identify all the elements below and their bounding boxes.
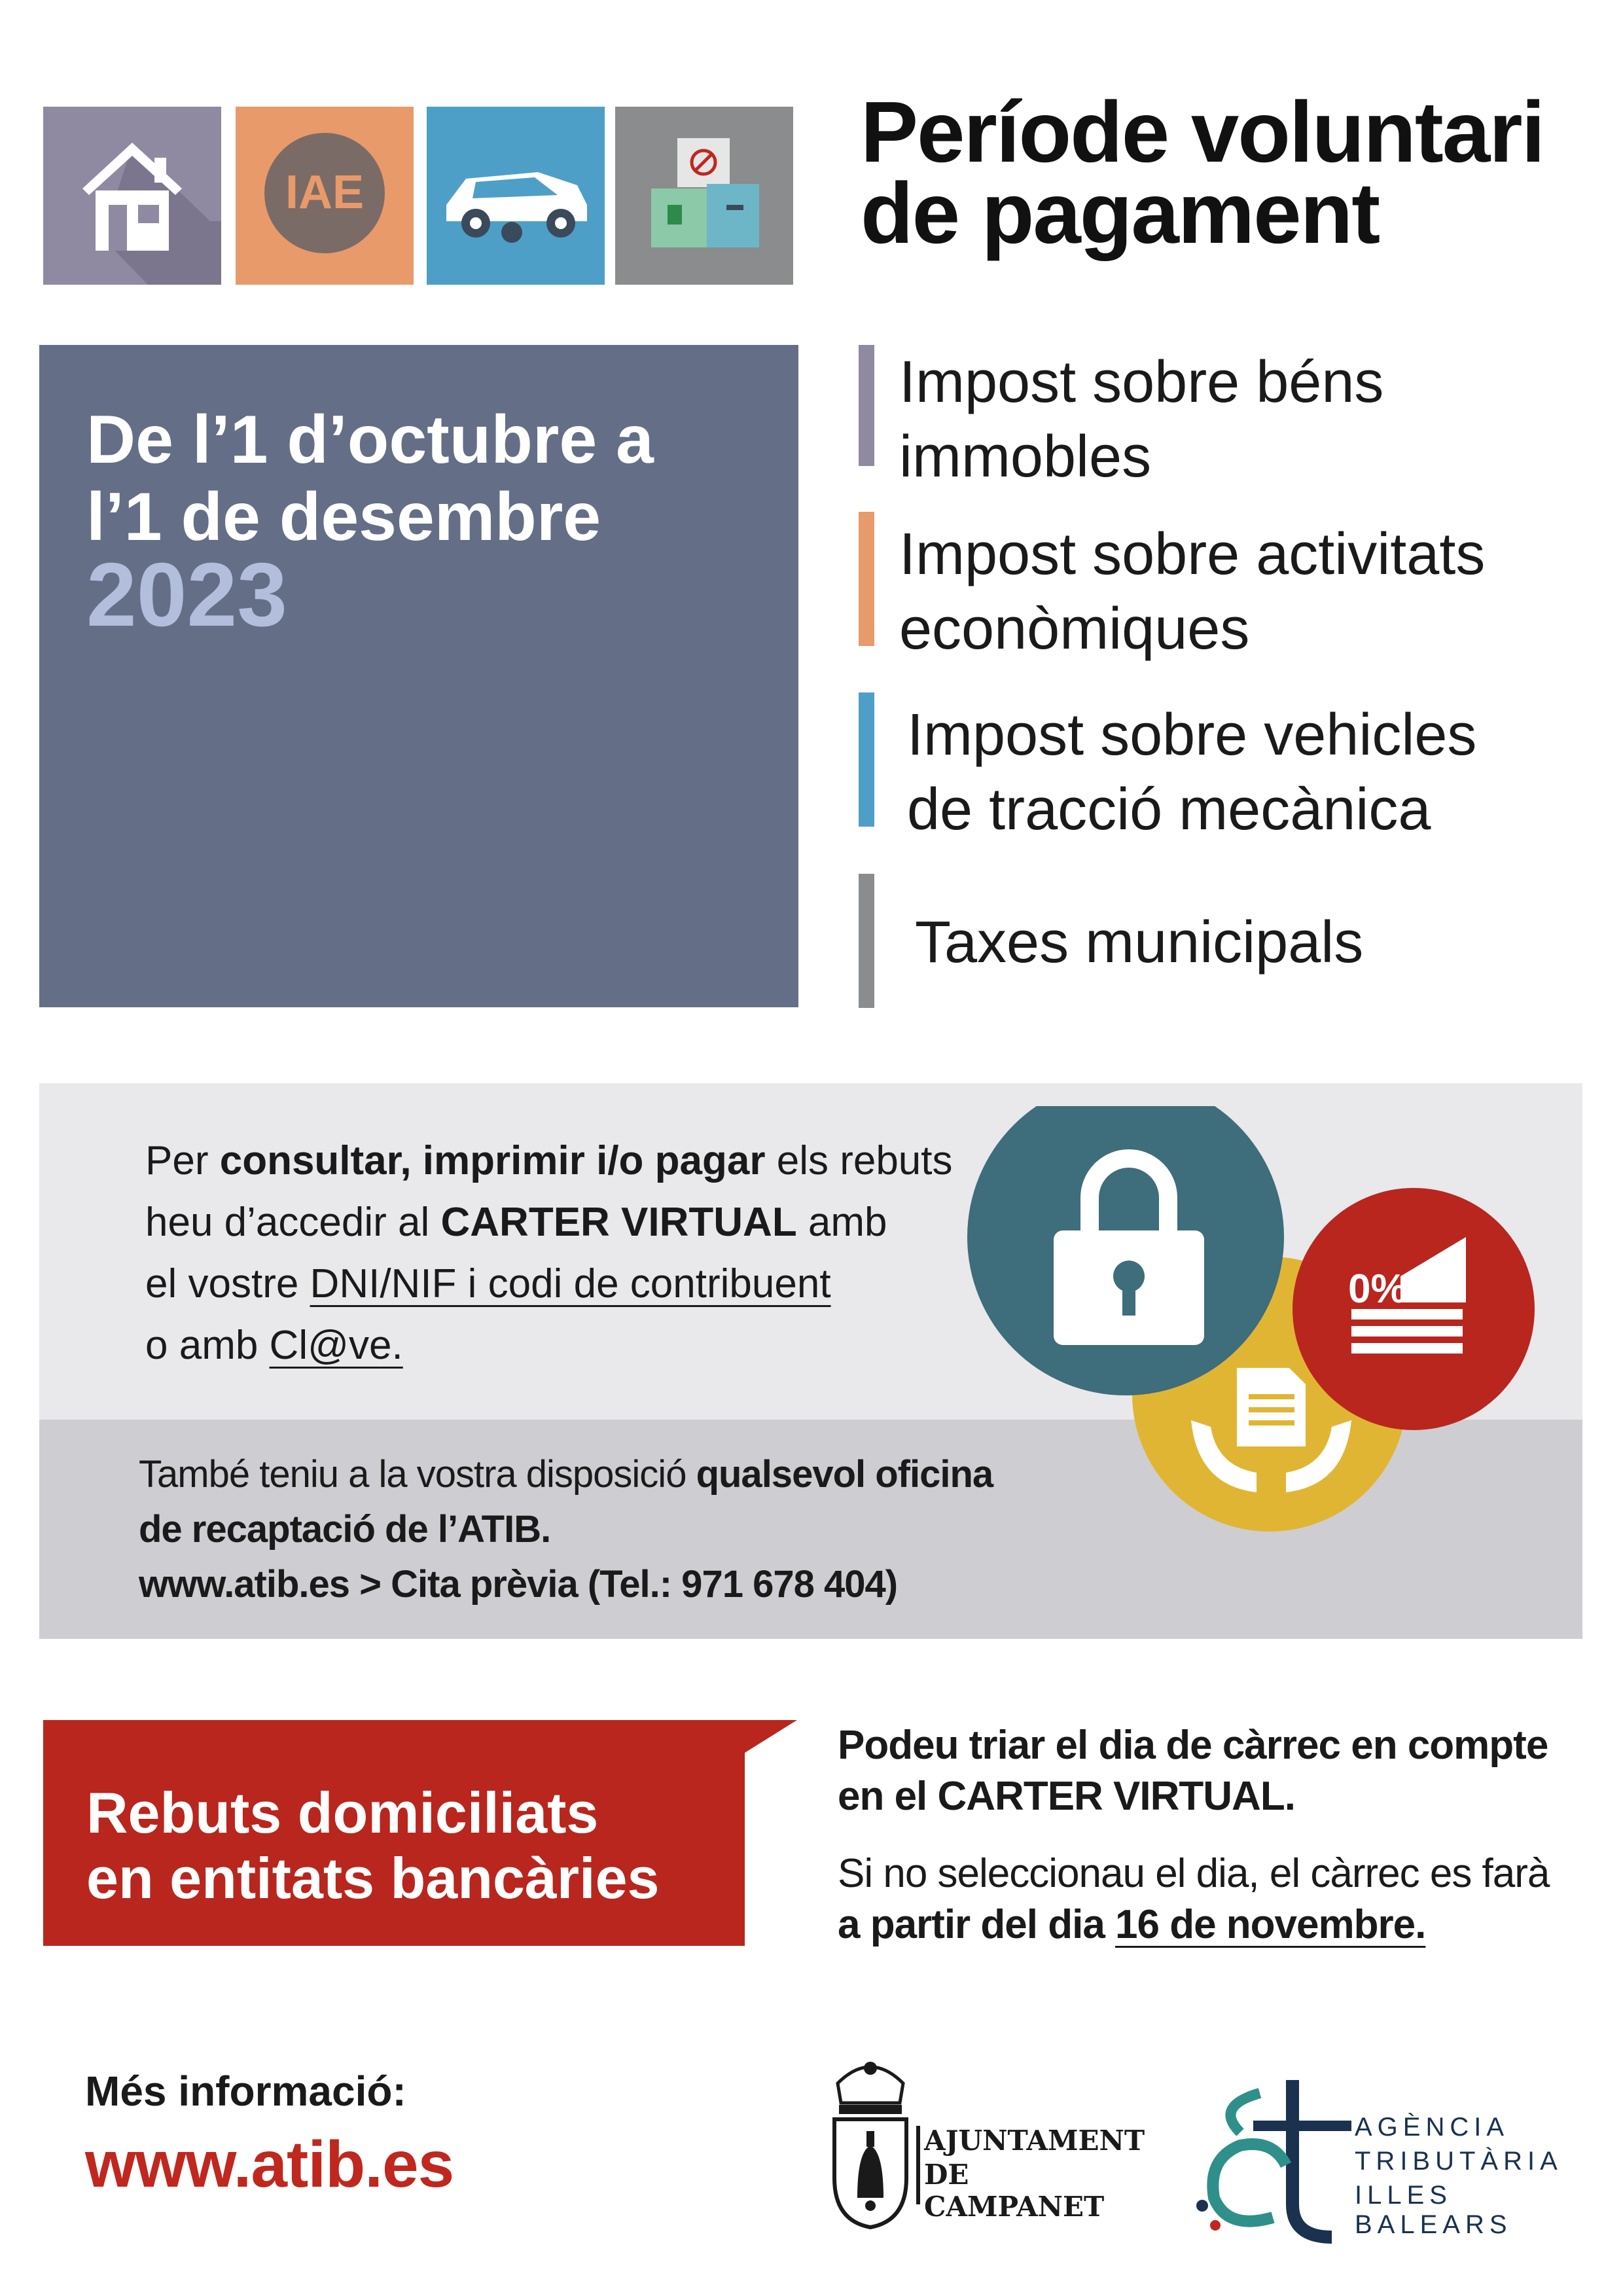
date-line-2: l’1 de desembre — [86, 479, 601, 555]
tax-label: Impost sobre vehicles de tracció mecànica — [907, 702, 1477, 842]
dni-nif-link[interactable]: DNI/NIF i codi de contribuent — [310, 1261, 831, 1306]
charge-day-line-2: en el CARTER VIRTUAL. — [838, 1774, 1295, 1819]
more-info-label: Més informació: — [85, 2068, 406, 2115]
ajuntament-name-1: AJUNTAMENT — [924, 2125, 1145, 2157]
clave-link[interactable]: Cl@ve. — [269, 1323, 403, 1368]
info-line-2: heu d’accedir al CARTER VIRTUAL amb — [145, 1200, 887, 1245]
tax-color-bar — [859, 345, 874, 466]
tax-color-bar — [859, 874, 874, 1008]
info-line-1: Per consultar, imprimir i/o pagar els rebuts — [145, 1138, 953, 1183]
tax-label: Taxes municipals — [915, 910, 1364, 975]
svg-text:0%: 0% — [1348, 1266, 1407, 1312]
tax-item-taxes — [859, 874, 1605, 1008]
page-title — [861, 84, 1607, 261]
iae-tile — [236, 107, 414, 285]
tax-item-ivtm — [859, 692, 1605, 842]
coat-of-arms-icon — [825, 2054, 916, 2231]
title-line-1: Període voluntari — [861, 84, 1544, 180]
tax-item-ibi — [859, 345, 1605, 490]
ajuntament-logo — [825, 2054, 1145, 2231]
office-line-2: de recaptació de l’ATIB. — [139, 1508, 551, 1551]
charge-default-line-2: a partir del dia 16 de novembre. — [838, 1902, 1426, 1947]
date-year: 2023 — [86, 545, 287, 645]
atib-name-3: ILLES BALEARS — [1355, 2181, 1512, 2239]
svg-text:IAE: IAE — [285, 166, 365, 219]
domiciliation-title-2: en entitats bancàries — [86, 1846, 660, 1910]
office-line-3[interactable]: www.atib.es > Cita prèvia (Tel.: 971 678 404) — [139, 1563, 898, 1605]
red-flag-corner — [745, 1720, 797, 1753]
charge-default-line-1: Si no seleccionau el dia, el càrrec es farà — [838, 1851, 1550, 1896]
house-icon — [43, 107, 221, 285]
car-tile — [427, 107, 605, 285]
tax-item-iae — [859, 512, 1605, 662]
waste-tile — [615, 107, 793, 285]
tax-color-bar — [859, 512, 874, 646]
atib-logo — [1188, 2054, 1563, 2250]
date-box — [39, 345, 798, 1007]
office-line-1: També teniu a la vostra disposició qualsevol oficina — [139, 1453, 993, 1496]
house-tile — [43, 107, 221, 285]
atib-name-2: TRIBUTÀRIA — [1355, 2147, 1563, 2176]
tax-label: Impost sobre activitats econòmiques — [899, 522, 1486, 662]
atib-mark-icon — [1188, 2054, 1358, 2250]
tax-label: Impost sobre béns immobles — [899, 350, 1384, 490]
iae-icon — [236, 107, 414, 285]
ajuntament-name-2: DE CAMPANET — [924, 2159, 1105, 2223]
logo-divider — [916, 2126, 920, 2204]
info-line-3: el vostre DNI/NIF i codi de contribuent — [145, 1261, 831, 1306]
waste-icon — [615, 107, 793, 285]
title-line-2: de pagament — [861, 165, 1380, 261]
more-info-link[interactable]: www.atib.es — [85, 2128, 454, 2201]
services-circles — [942, 1106, 1544, 1577]
domiciliation-box — [43, 1720, 745, 1946]
domiciliation-title-1: Rebuts domiciliats — [86, 1780, 599, 1845]
tax-color-bar — [859, 692, 874, 827]
date-line-1: De l’1 d’octubre a — [86, 402, 654, 478]
car-icon — [427, 107, 605, 285]
charge-day-line-1: Podeu triar el dia de càrrec en compte — [838, 1723, 1548, 1768]
info-line-4: o amb Cl@ve. — [145, 1323, 403, 1368]
atib-name-1: AGÈNCIA — [1355, 2113, 1510, 2142]
